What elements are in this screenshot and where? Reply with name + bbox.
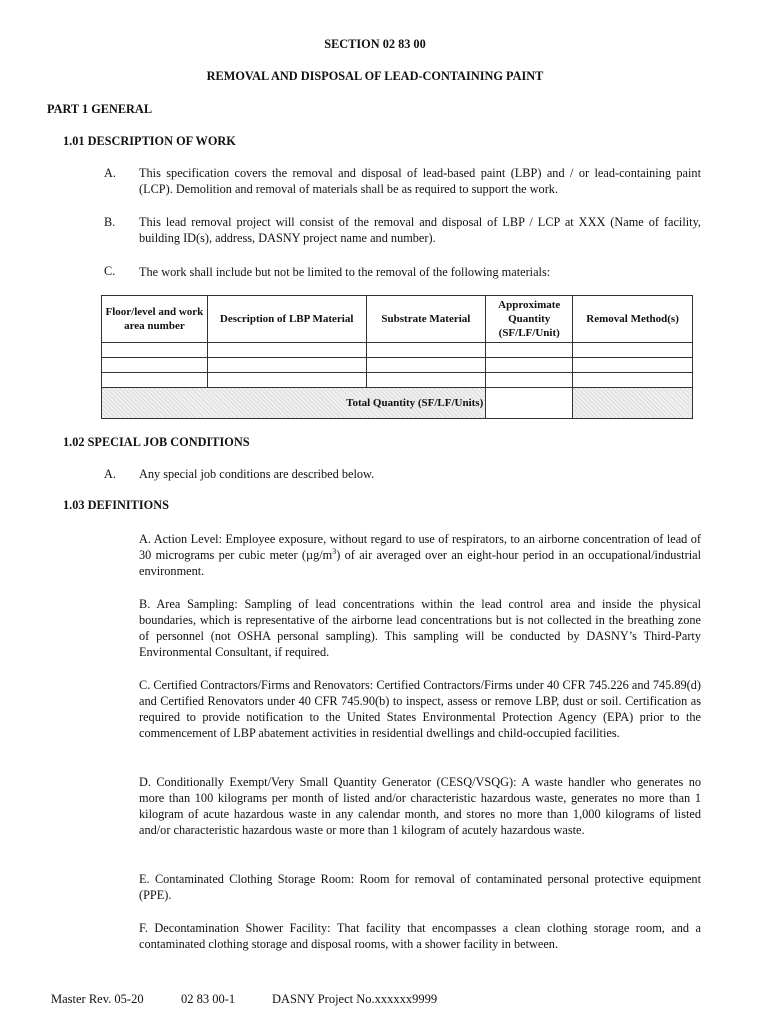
footer-page-number: 02 83 00-1 (181, 992, 236, 1006)
part-heading: PART 1 GENERAL (47, 102, 153, 116)
heading-1-02: 1.02 SPECIAL JOB CONDITIONS (63, 435, 250, 449)
total-quantity-label: Total Quantity (SF/LF/Units) (102, 388, 486, 419)
table-cell[interactable] (102, 343, 208, 358)
table-cell[interactable] (207, 358, 366, 373)
definition-certified-contractors: C. Certified Contractors/Firms and Renovators: Certified Contractors/Firms under 40 CFR 745.226 and 745.89(d) and Certified Renovators under 40 CFR 745.90(b) to inspect, assess or remove LBP, dust or soil. Certification as required to provide notification to the United States Environmental Protection Agency (EPA) prior to the commencement of LBP abatement activities in residential dwellings and child-occupied facilities. (139, 678, 701, 740)
table-row (102, 373, 693, 388)
column-header: Floor/level and work area number (102, 296, 208, 343)
column-header: Approximate Quantity (SF/LF/Unit) (486, 296, 573, 343)
heading-1-03: 1.03 DEFINITIONS (63, 498, 169, 512)
heading-1-01: 1.01 DESCRIPTION OF WORK (63, 134, 236, 148)
definition-shower-facility: F. Decontamination Shower Facility: That facility that encompasses a clean clothing storage room, and a contaminated clothing storage and disposal rooms, with a shower facility in between. (139, 921, 701, 951)
item-text: This lead removal project will consist of the removal and disposal of LBP / LCP at XXX (Name of facility, building ID(s), address, DASNY project name and number). (139, 215, 701, 245)
column-header: Removal Method(s) (573, 296, 693, 343)
table-cell[interactable] (207, 373, 366, 388)
item-text: This specification covers the removal and disposal of lead-based paint (LBP) and / or lead-containing paint (LCP). Demolition and removal of materials shall be as required to support the work. (139, 166, 701, 196)
item-text: The work shall include but not be limited to the removal of the following materials: (139, 265, 551, 279)
footer-project-number: DASNY Project No.xxxxxx9999 (272, 992, 438, 1006)
section-number: SECTION 02 83 00 (324, 37, 426, 51)
table-cell[interactable] (366, 358, 486, 373)
table-row (102, 343, 693, 358)
footer-revision: Master Rev. 05-20 (51, 992, 144, 1006)
shaded-cell (573, 388, 693, 419)
table-cell[interactable] (102, 373, 208, 388)
table-cell[interactable] (366, 373, 486, 388)
table-header-row (102, 296, 693, 343)
table-cell[interactable] (486, 343, 573, 358)
table-cell[interactable] (486, 358, 573, 373)
definition-area-sampling: B. Area Sampling: Sampling of lead concentrations within the lead control area and inside the physical boundaries, which is representative of the airborne lead concentrations but is not collected in the breathing zone of personnel (not OSHA personal sampling). This sampling will be conducted by DASNY’s Third-Party Environmental Consultant, if required. (139, 597, 701, 659)
table-cell[interactable] (366, 343, 486, 358)
item-letter: B. (104, 215, 116, 229)
table-cell[interactable] (573, 373, 693, 388)
column-header: Substrate Material (366, 296, 486, 343)
table-cell[interactable] (573, 343, 693, 358)
table-row (102, 358, 693, 373)
definition-action-level: A. Action Level: Employee exposure, without regard to use of respirators, to an airborne concentration of lead of 30 micrograms per cubic meter $(\mu g/m^3)$ of air averaged over an eight-hour period in an occupational/industrial environment. (139, 532, 701, 578)
item-text: Any special job conditions are described below. (139, 467, 375, 481)
table-cell[interactable] (486, 373, 573, 388)
table-cell[interactable] (207, 343, 366, 358)
total-quantity-cell[interactable] (486, 388, 573, 419)
column-header: Description of LBP Material (207, 296, 366, 343)
table-cell[interactable] (573, 358, 693, 373)
materials-table (101, 295, 693, 419)
item-letter: A. (104, 166, 116, 180)
table-total-row (102, 388, 693, 419)
table-cell[interactable] (102, 358, 208, 373)
item-letter: C. (104, 264, 116, 278)
definition-cesq-vsqg: D. Conditionally Exempt/Very Small Quantity Generator (CESQ/VSQG): A waste handler who generates no more than 100 kilograms per month of listed and/or characteristic hazardous waste, generates no more than 1 kilogram of acute hazardous waste in any calendar month, and stores no more than 1,000 kilograms of listed and/or characteristic hazardous waste or more than 1 kilogram of acutely hazardous waste. (139, 775, 701, 837)
section-title: REMOVAL AND DISPOSAL OF LEAD-CONTAINING PAINT (206, 69, 544, 83)
item-letter: A. (104, 467, 116, 481)
definition-clothing-storage: E. Contaminated Clothing Storage Room: Room for removal of contaminated personal protective equipment (PPE). (139, 872, 701, 902)
